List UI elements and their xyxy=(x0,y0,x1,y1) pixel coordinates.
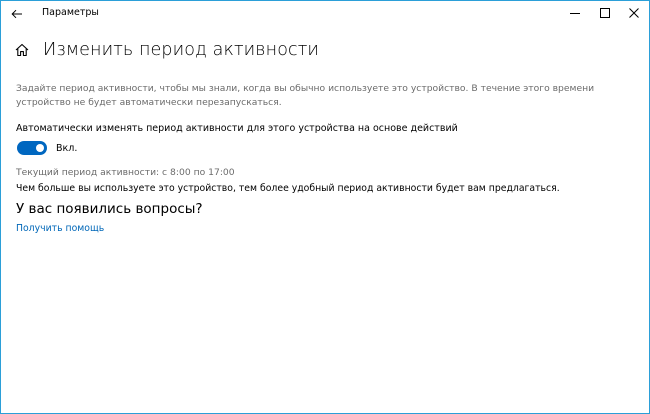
back-arrow-icon[interactable] xyxy=(7,4,27,24)
window-title: Параметры xyxy=(42,7,99,18)
questions-heading: У вас появились вопросы? xyxy=(16,201,203,217)
maximize-icon xyxy=(600,8,610,18)
title-bar xyxy=(1,1,649,27)
info-text: Чем больше вы используете это устройство, тем более удобный период активности будет вам предлагаться. xyxy=(16,183,560,194)
maximize-button[interactable] xyxy=(590,1,620,25)
auto-adjust-toggle-row xyxy=(17,141,77,155)
close-button[interactable] xyxy=(619,1,649,25)
toggle-state-label: Вкл. xyxy=(56,142,78,154)
auto-adjust-toggle[interactable] xyxy=(17,141,47,155)
page-header xyxy=(15,37,319,63)
page-description: Задайте период активности, чтобы мы знали, когда вы обычно используете это устройство. В течение этого времени устройство не будет автоматически перезапускаться. xyxy=(16,83,595,108)
home-icon[interactable] xyxy=(15,42,31,58)
minimize-icon xyxy=(570,8,580,18)
close-icon xyxy=(629,8,639,18)
minimize-button[interactable] xyxy=(560,1,590,25)
auto-adjust-label: Автоматически изменять период активности для этого устройства на основе действий xyxy=(16,123,458,134)
current-active-hours: Текущий период активности: с 8:00 по 17:00 xyxy=(16,167,235,178)
page-title: Изменить период активности xyxy=(43,40,320,60)
toggle-knob xyxy=(36,144,44,152)
get-help-link[interactable]: Получить помощь xyxy=(16,223,105,234)
